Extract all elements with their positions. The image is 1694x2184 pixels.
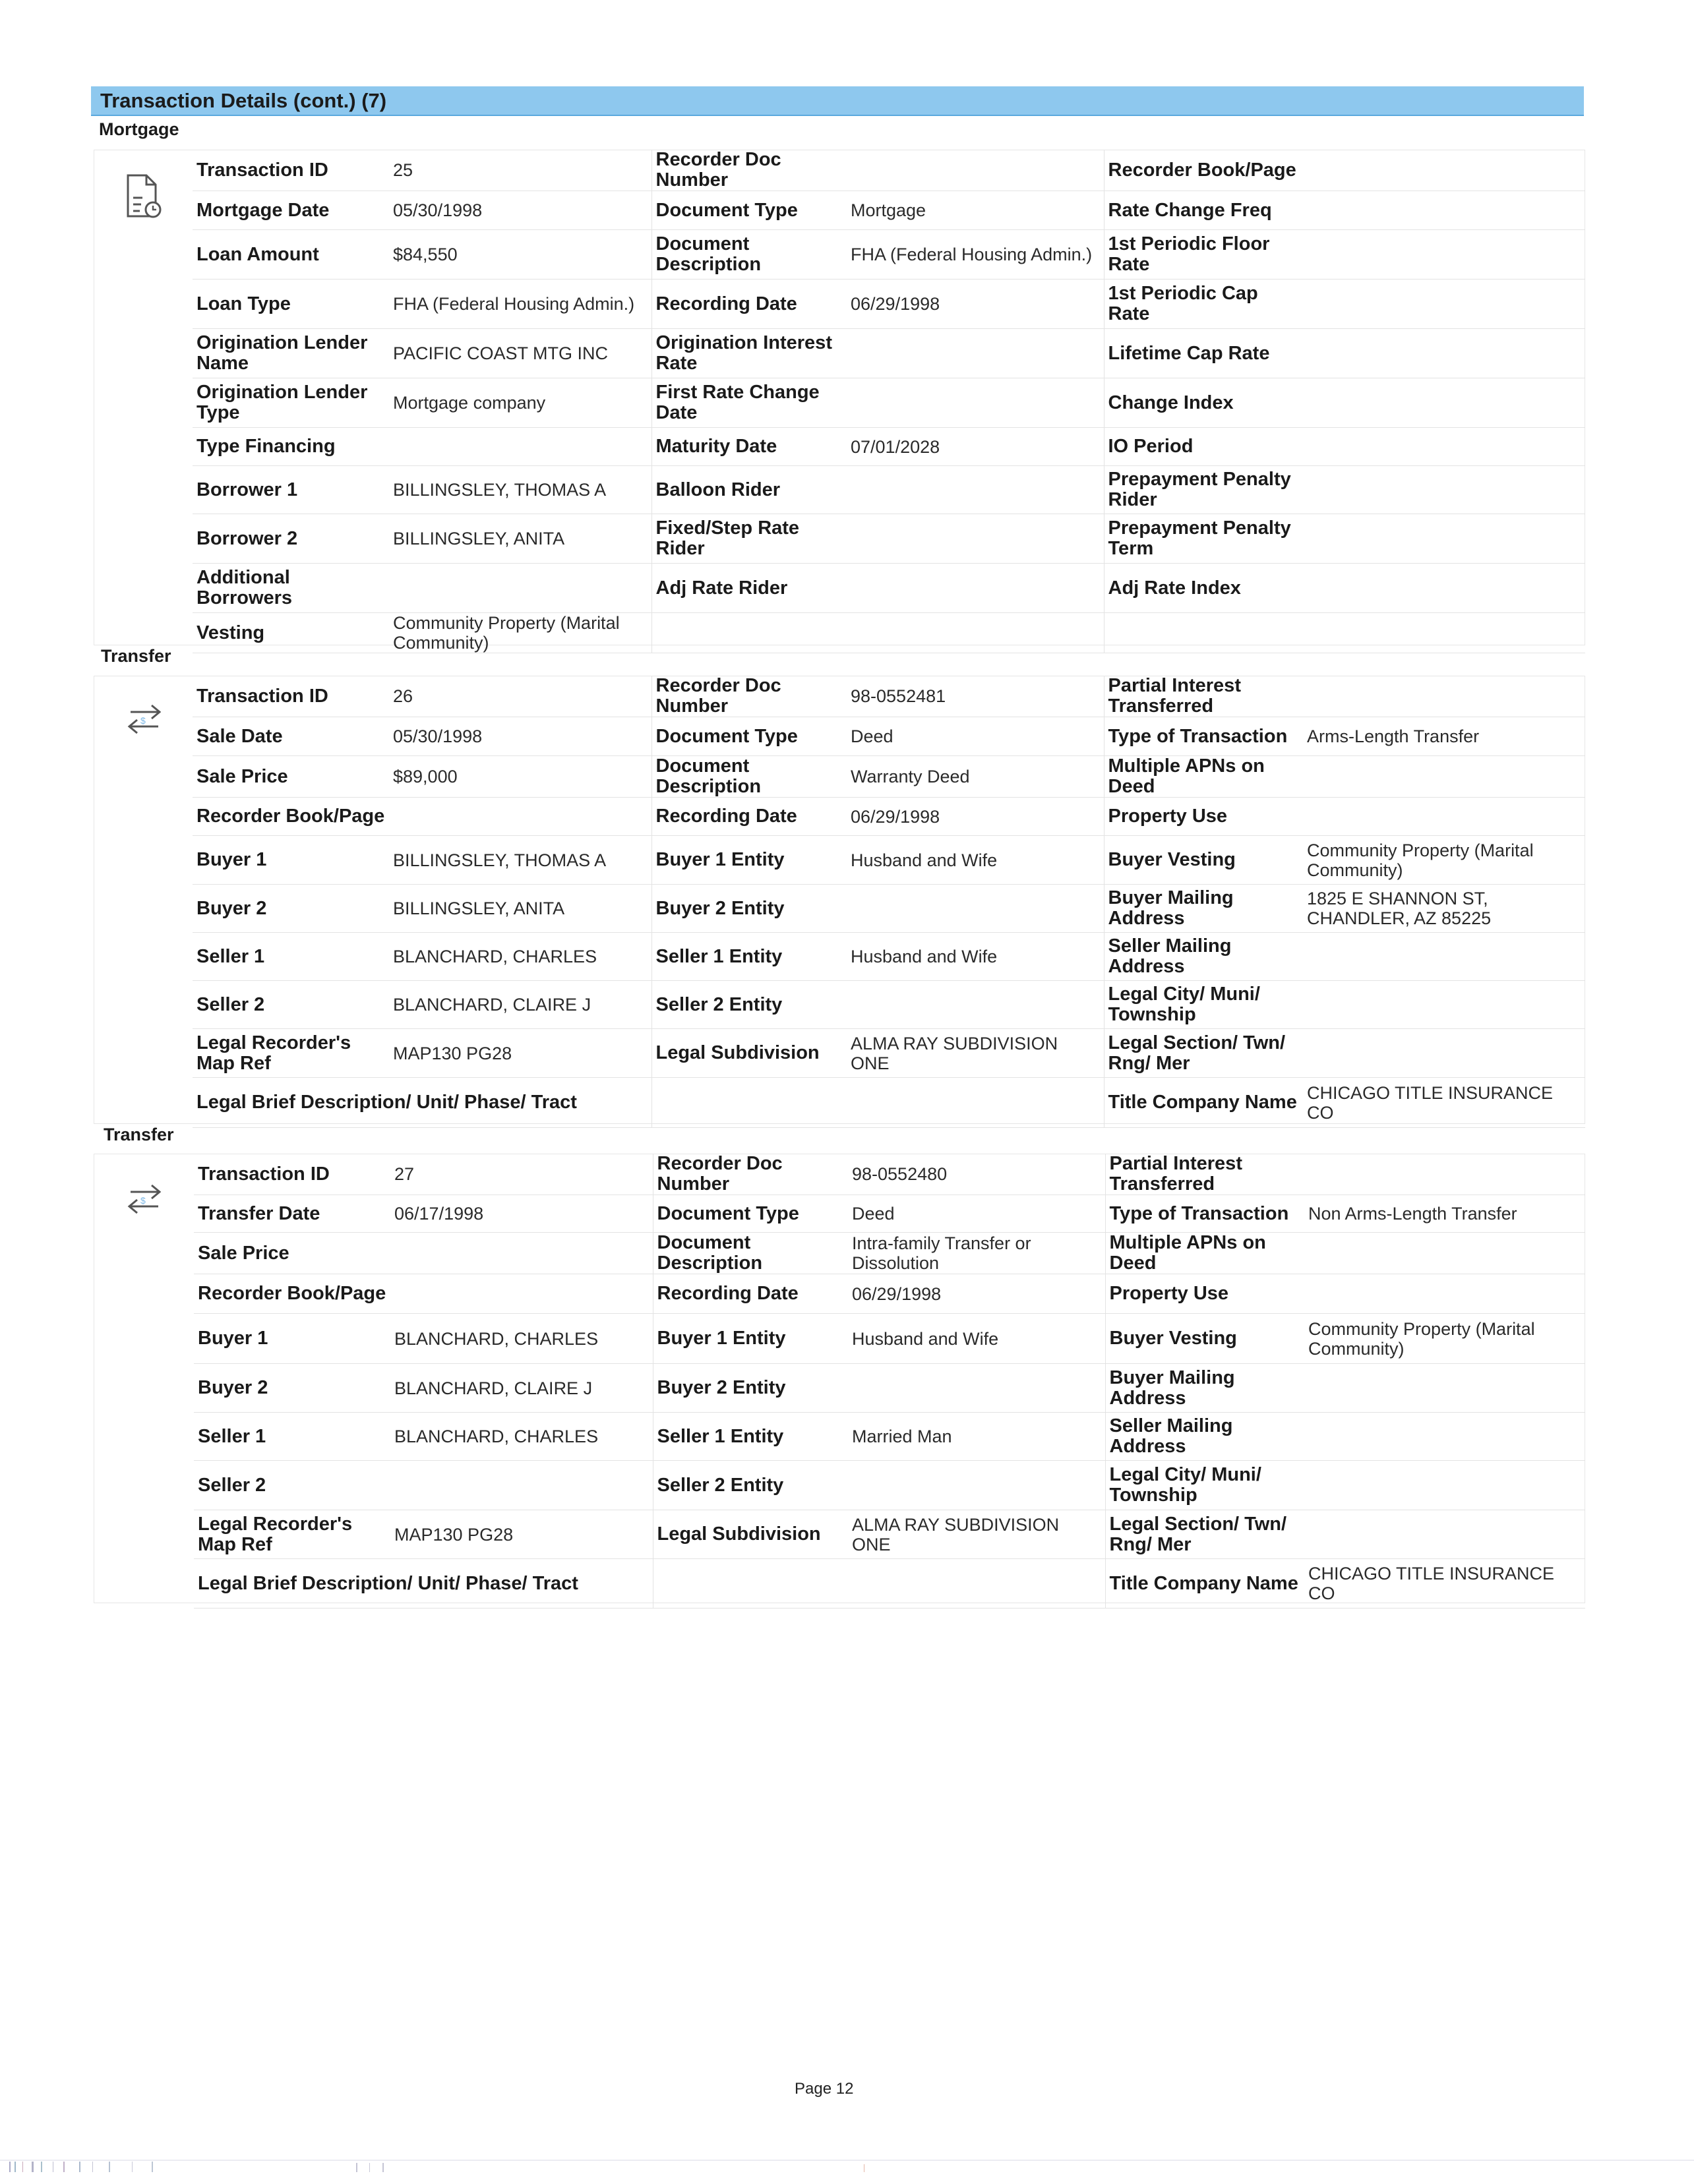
field-value	[1303, 613, 1585, 653]
field-value	[1303, 150, 1585, 191]
field-label	[651, 613, 847, 653]
field-value	[847, 514, 1104, 564]
field-label: Type of Transaction	[1104, 717, 1303, 756]
field-value: Married Man	[848, 1413, 1105, 1461]
field-value: Husband and Wife	[847, 933, 1104, 981]
field-value: CHICAGO TITLE INSURANCE CO	[1303, 1078, 1585, 1128]
field-value: BLANCHARD, CHARLES	[390, 1413, 653, 1461]
field-value	[1303, 756, 1585, 798]
field-value: BLANCHARD, CLAIRE J	[390, 1364, 653, 1413]
detail-row	[193, 798, 1585, 836]
field-value: FHA (Federal Housing Admin.)	[847, 230, 1104, 280]
detail-row	[193, 717, 1585, 756]
field-label: Recorder Book/Page	[194, 1274, 390, 1314]
detail-row	[194, 1461, 1585, 1510]
field-label: Type Financing	[193, 428, 389, 466]
field-value	[847, 150, 1104, 191]
field-value	[1304, 1413, 1585, 1461]
field-label: Recorder Doc Number	[651, 150, 847, 191]
field-value: Community Property (Marital Community)	[1303, 836, 1585, 885]
field-label: Legal City/ Muni/ Township	[1105, 1461, 1304, 1510]
detail-row	[193, 329, 1585, 378]
field-label: Balloon Rider	[651, 466, 847, 514]
field-label: Seller Mailing Address	[1104, 933, 1303, 981]
field-value: BLANCHARD, CHARLES	[389, 933, 651, 981]
field-value	[1304, 1274, 1585, 1314]
field-label: Seller 2	[194, 1461, 390, 1510]
detail-row	[193, 613, 1585, 653]
field-label: Title Company Name	[1104, 1078, 1303, 1128]
field-value: 07/01/2028	[847, 428, 1104, 466]
field-label: Seller 2 Entity	[653, 1461, 848, 1510]
field-label: Legal Subdivision	[653, 1510, 848, 1559]
field-value: 05/30/1998	[389, 717, 651, 756]
detail-row	[194, 1274, 1585, 1314]
field-label: Buyer 2	[193, 885, 389, 933]
field-label: Sale Date	[193, 717, 389, 756]
detail-row	[193, 514, 1585, 564]
svg-text:$: $	[140, 715, 146, 726]
field-value: BLANCHARD, CHARLES	[390, 1314, 653, 1364]
field-label: Buyer 1	[193, 836, 389, 885]
detail-row	[194, 1364, 1585, 1413]
field-value	[1303, 466, 1585, 514]
field-label: Partial Interest Transferred	[1104, 676, 1303, 717]
field-value	[390, 1461, 653, 1510]
field-label: Fixed/Step Rate Rider	[651, 514, 847, 564]
field-label: Buyer Vesting	[1105, 1314, 1304, 1364]
field-value: Deed	[848, 1195, 1105, 1233]
field-value	[1303, 676, 1585, 717]
field-label: Prepayment Penalty Term	[1104, 514, 1303, 564]
field-label: Type of Transaction	[1105, 1195, 1304, 1233]
detail-row	[193, 191, 1585, 230]
field-value	[1304, 1461, 1585, 1510]
detail-row	[193, 756, 1585, 798]
field-value: BLANCHARD, CLAIRE J	[389, 981, 651, 1029]
field-value: MAP130 PG28	[390, 1510, 653, 1559]
field-label: Lifetime Cap Rate	[1104, 329, 1303, 378]
field-label: Legal City/ Muni/ Township	[1104, 981, 1303, 1029]
field-label	[653, 1559, 848, 1608]
field-label: Partial Interest Transferred	[1105, 1154, 1304, 1195]
field-label: Document Type	[651, 191, 847, 230]
detail-row	[193, 564, 1585, 613]
mortgage-details-table	[193, 150, 1585, 653]
field-label: Buyer Vesting	[1104, 836, 1303, 885]
field-value	[1303, 1029, 1585, 1078]
field-value: BILLINGSLEY, ANITA	[389, 885, 651, 933]
field-value: ALMA RAY SUBDIVISION ONE	[848, 1510, 1105, 1559]
field-label: Seller 1 Entity	[653, 1413, 848, 1461]
section-header: Transaction Details (cont.) (7)	[91, 86, 1584, 116]
field-value	[1304, 1233, 1585, 1274]
field-value: 05/30/1998	[389, 191, 651, 230]
detail-row	[194, 1233, 1585, 1274]
field-value	[1303, 798, 1585, 836]
field-value	[848, 1559, 1105, 1608]
field-value	[390, 1274, 653, 1314]
field-value: 25	[389, 150, 651, 191]
field-value	[847, 885, 1104, 933]
field-label: Buyer Mailing Address	[1105, 1364, 1304, 1413]
field-label: Transfer Date	[194, 1195, 390, 1233]
field-label: Seller 1	[193, 933, 389, 981]
detail-row	[194, 1154, 1585, 1195]
field-label: Seller 2	[193, 981, 389, 1029]
field-value	[1303, 191, 1585, 230]
field-value	[1303, 514, 1585, 564]
detail-row	[194, 1559, 1585, 1608]
detail-row	[193, 280, 1585, 329]
field-label: Recording Date	[653, 1274, 848, 1314]
field-value: 06/29/1998	[848, 1274, 1105, 1314]
field-value	[847, 613, 1104, 653]
field-label: Legal Brief Description/ Unit/ Phase/ Tract	[194, 1559, 653, 1608]
field-value: ALMA RAY SUBDIVISION ONE	[847, 1029, 1104, 1078]
detail-row	[193, 466, 1585, 514]
field-label: Multiple APNs on Deed	[1105, 1233, 1304, 1274]
field-value	[1304, 1364, 1585, 1413]
field-value: 98-0552480	[848, 1154, 1105, 1195]
field-label: Transaction ID	[193, 676, 389, 717]
field-label: Loan Amount	[193, 230, 389, 280]
field-label	[651, 1078, 847, 1128]
field-label: Origination Interest Rate	[651, 329, 847, 378]
field-value: Non Arms-Length Transfer	[1304, 1195, 1585, 1233]
field-value: 26	[389, 676, 651, 717]
field-label	[1104, 613, 1303, 653]
field-label: Recorder Book/Page	[1104, 150, 1303, 191]
field-label: Buyer 1 Entity	[651, 836, 847, 885]
field-value: 1825 E SHANNON ST, CHANDLER, AZ 85225	[1303, 885, 1585, 933]
field-value	[848, 1461, 1105, 1510]
block-label-transfer-2: Transfer	[104, 1125, 174, 1144]
field-value: Husband and Wife	[847, 836, 1104, 885]
field-label: Document Type	[651, 717, 847, 756]
field-value	[847, 378, 1104, 428]
field-value	[389, 798, 651, 836]
field-label: Buyer Mailing Address	[1104, 885, 1303, 933]
field-value: Arms-Length Transfer	[1303, 717, 1585, 756]
detail-row	[194, 1195, 1585, 1233]
field-label: Origination Lender Type	[193, 378, 389, 428]
field-value	[847, 564, 1104, 613]
field-label: Legal Subdivision	[651, 1029, 847, 1078]
field-label: Buyer 1 Entity	[653, 1314, 848, 1364]
page-number: Page 12	[795, 2080, 854, 2098]
field-value: 06/29/1998	[847, 280, 1104, 329]
field-value: Husband and Wife	[848, 1314, 1105, 1364]
field-value	[1303, 564, 1585, 613]
document-clock-icon	[119, 173, 165, 220]
field-value: PACIFIC COAST MTG INC	[389, 329, 651, 378]
transfer-arrows-icon	[121, 700, 167, 740]
field-label: Legal Brief Description/ Unit/ Phase/ Tract	[193, 1078, 651, 1128]
field-value	[1303, 280, 1585, 329]
field-label: Borrower 1	[193, 466, 389, 514]
field-label: Buyer 2 Entity	[653, 1364, 848, 1413]
field-value: 27	[390, 1154, 653, 1195]
field-label: Seller 2 Entity	[651, 981, 847, 1029]
field-label: Sale Price	[194, 1233, 390, 1274]
transfer-1-details-table	[193, 676, 1585, 1128]
field-label: Seller Mailing Address	[1105, 1413, 1304, 1461]
detail-row	[193, 836, 1585, 885]
field-value: Deed	[847, 717, 1104, 756]
field-value: MAP130 PG28	[389, 1029, 651, 1078]
field-label: Maturity Date	[651, 428, 847, 466]
field-value: $84,550	[389, 230, 651, 280]
field-value: BILLINGSLEY, THOMAS A	[389, 836, 651, 885]
field-value: 98-0552481	[847, 676, 1104, 717]
detail-row	[193, 981, 1585, 1029]
field-label: Property Use	[1104, 798, 1303, 836]
field-value	[848, 1364, 1105, 1413]
field-label: Transaction ID	[194, 1154, 390, 1195]
field-value	[389, 428, 651, 466]
field-label: Additional Borrowers	[193, 564, 389, 613]
field-label: Adj Rate Index	[1104, 564, 1303, 613]
field-value	[1303, 981, 1585, 1029]
field-label: Transaction ID	[193, 150, 389, 191]
field-label: Loan Type	[193, 280, 389, 329]
detail-row	[194, 1510, 1585, 1559]
field-value: Intra-family Transfer or Dissolution	[848, 1233, 1105, 1274]
field-value: BILLINGSLEY, ANITA	[389, 514, 651, 564]
field-label: Recording Date	[651, 798, 847, 836]
field-label: Adj Rate Rider	[651, 564, 847, 613]
field-label: Recorder Doc Number	[653, 1154, 848, 1195]
field-value: $89,000	[389, 756, 651, 798]
field-value: 06/17/1998	[390, 1195, 653, 1233]
detail-row	[193, 150, 1585, 191]
field-label: First Rate Change Date	[651, 378, 847, 428]
field-label: Prepayment Penalty Rider	[1104, 466, 1303, 514]
field-label: Document Type	[653, 1195, 848, 1233]
field-value	[1303, 933, 1585, 981]
field-value	[1303, 378, 1585, 428]
scan-artifact-bar	[0, 2159, 1694, 2172]
detail-row	[193, 1029, 1585, 1078]
field-label: Multiple APNs on Deed	[1104, 756, 1303, 798]
detail-row	[193, 676, 1585, 717]
field-label: Document Description	[651, 230, 847, 280]
field-label: Seller 1 Entity	[651, 933, 847, 981]
field-value: Warranty Deed	[847, 756, 1104, 798]
transfer-2-details-table	[194, 1154, 1585, 1608]
detail-row	[194, 1314, 1585, 1364]
field-label: Document Description	[653, 1233, 848, 1274]
field-value: FHA (Federal Housing Admin.)	[389, 280, 651, 329]
field-label: Legal Section/ Twn/ Rng/ Mer	[1105, 1510, 1304, 1559]
field-value: BILLINGSLEY, THOMAS A	[389, 466, 651, 514]
detail-row	[193, 378, 1585, 428]
field-value: Mortgage	[847, 191, 1104, 230]
field-label: Buyer 1	[194, 1314, 390, 1364]
field-label: 1st Periodic Floor Rate	[1104, 230, 1303, 280]
field-label: Mortgage Date	[193, 191, 389, 230]
field-label: Legal Recorder's Map Ref	[193, 1029, 389, 1078]
field-value	[847, 466, 1104, 514]
field-value	[847, 329, 1104, 378]
detail-row	[193, 230, 1585, 280]
field-label: Property Use	[1105, 1274, 1304, 1314]
field-label: Borrower 2	[193, 514, 389, 564]
field-value	[389, 564, 651, 613]
field-label: Recorder Book/Page	[193, 798, 389, 836]
field-value	[1304, 1510, 1585, 1559]
field-label: Title Company Name	[1105, 1559, 1304, 1608]
field-value	[390, 1233, 653, 1274]
detail-row	[193, 933, 1585, 981]
field-label: Legal Section/ Twn/ Rng/ Mer	[1104, 1029, 1303, 1078]
field-label: Rate Change Freq	[1104, 191, 1303, 230]
block-label-mortgage: Mortgage	[99, 119, 179, 139]
field-value: Community Property (Marital Community)	[1304, 1314, 1585, 1364]
field-value	[1303, 230, 1585, 280]
field-label: Recording Date	[651, 280, 847, 329]
field-label: Sale Price	[193, 756, 389, 798]
field-value: Mortgage company	[389, 378, 651, 428]
field-label: 1st Periodic Cap Rate	[1104, 280, 1303, 329]
field-label: IO Period	[1104, 428, 1303, 466]
field-label: Recorder Doc Number	[651, 676, 847, 717]
field-label: Buyer 2 Entity	[651, 885, 847, 933]
svg-text:$: $	[140, 1195, 146, 1206]
field-label: Buyer 2	[194, 1364, 390, 1413]
field-value	[1303, 428, 1585, 466]
field-value: Community Property (Marital Community)	[389, 613, 651, 653]
field-label: Origination Lender Name	[193, 329, 389, 378]
field-label: Document Description	[651, 756, 847, 798]
detail-row	[193, 885, 1585, 933]
block-label-transfer-1: Transfer	[101, 646, 171, 666]
field-value	[847, 981, 1104, 1029]
detail-row	[194, 1413, 1585, 1461]
field-value	[1304, 1154, 1585, 1195]
field-value	[847, 1078, 1104, 1128]
field-label: Legal Recorder's Map Ref	[194, 1510, 390, 1559]
field-label: Seller 1	[194, 1413, 390, 1461]
transfer-arrows-icon	[121, 1180, 167, 1220]
field-label: Change Index	[1104, 378, 1303, 428]
detail-row	[193, 428, 1585, 466]
field-value	[1303, 329, 1585, 378]
field-value: 06/29/1998	[847, 798, 1104, 836]
detail-row	[193, 1078, 1585, 1128]
field-label: Vesting	[193, 613, 389, 653]
field-value: CHICAGO TITLE INSURANCE CO	[1304, 1559, 1585, 1608]
